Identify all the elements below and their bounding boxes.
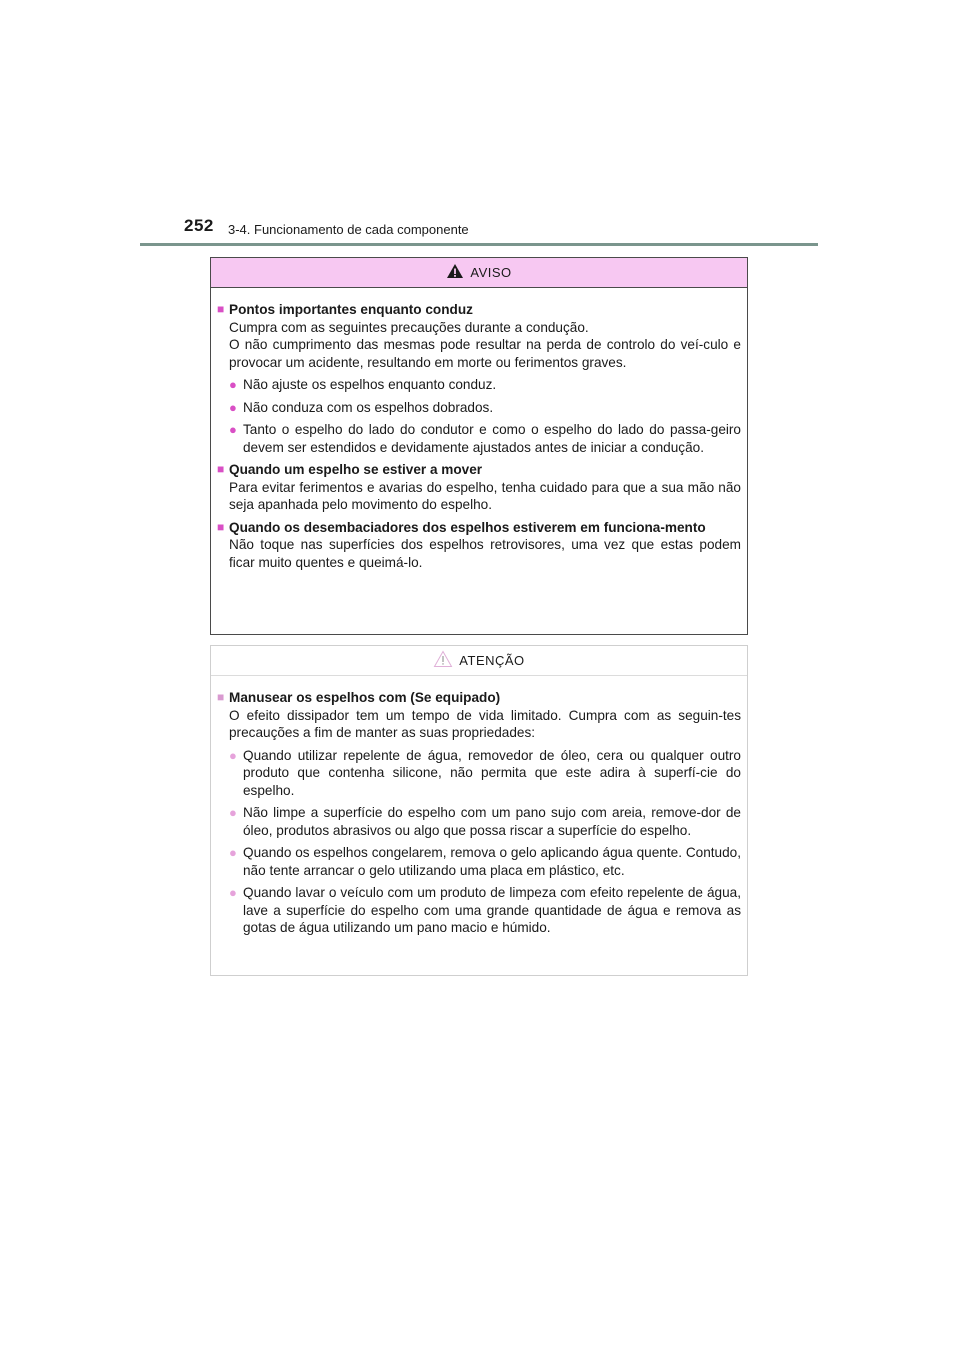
warning-subhead-2: ■ Quando um espelho se estiver a mover: [217, 462, 483, 477]
caution-triangle-outline-icon: [433, 650, 453, 668]
caution-subhead-1: ■ Manusear os espelhos com (Se equipado): [217, 690, 501, 705]
circle-bullet-icon: ●: [229, 885, 237, 900]
page-number: 252: [184, 216, 214, 235]
warning-text-3: Não toque nas superfícies dos espelhos retrovisores, uma vez que estas podem ficar muito quentes e queimá-lo.: [229, 537, 741, 570]
circle-bullet-icon: ●: [229, 747, 237, 763]
caution-text-1: O efeito dissipador tem um tempo de vida limitado. Cumpra com as seguin-tes precauções a fim de manter as suas propriedades:: [229, 707, 741, 740]
square-bullet-icon: ■: [217, 519, 225, 534]
square-bullet-icon: ■: [217, 462, 225, 476]
caution-box: [210, 645, 748, 976]
circle-bullet-icon: ●: [229, 805, 237, 820]
square-bullet-icon: ■: [217, 302, 225, 316]
list-item: ● Tanto o espelho do lado do condutor e como o espelho do lado do passa-geiro devem ser estendidos e devidamente ajustados antes de iniciar a condução.: [229, 422, 741, 455]
square-bullet-icon: ■: [217, 690, 225, 704]
header-rule: [140, 243, 818, 246]
list-item: ● Quando lavar o veículo com um produto de limpeza com efeito repelente de água, lave a superfície do espelho com uma grande quantidade de água e remova as gotas de água utilizando um pano macio e húmido.: [229, 885, 741, 935]
section-title: 3-4. Funcionamento de cada componente: [228, 222, 469, 237]
warning-text-1a: Cumpra com as seguintes precauções durante a condução.: [229, 319, 589, 335]
warning-text-1b: O não cumprimento das mesmas pode resultar na perda de controlo do veí-culo e provocar um acidente, resultando em morte ou ferimentos graves.: [229, 337, 741, 370]
circle-bullet-icon: ●: [229, 399, 237, 415]
warning-header: [211, 258, 747, 288]
circle-bullet-icon: ●: [229, 377, 237, 392]
warning-text-2: Para evitar ferimentos e avarias do espelho, tenha cuidado para que a sua mão não seja apanhada pelo movimento do espelho.: [229, 479, 741, 512]
list-item: ● Quando os espelhos congelarem, remova o gelo aplicando água quente. Contudo, não tente arrancar o gelo utilizando uma placa em plástico, etc.: [229, 845, 741, 878]
circle-bullet-icon: ●: [229, 845, 237, 860]
list-item: ● Não conduza com os espelhos dobrados.: [229, 399, 494, 415]
warning-box: [210, 257, 748, 635]
list-item: ● Quando utilizar repelente de água, removedor de óleo, cera ou qualquer outro produto que contenha silicone, não permita que este adira à superfí-cie do espelho.: [229, 747, 741, 798]
warning-title: AVISO: [470, 265, 512, 280]
list-item: ● Não limpe a superfície do espelho com um pano sujo com areia, remove-dor de óleo, produtos abrasivos ou algo que possa riscar a superfície do espelho.: [229, 805, 741, 838]
list-item: ● Não ajuste os espelhos enquanto conduz.: [229, 377, 497, 392]
warning-subhead-3: ■ Quando os desembaciadores dos espelhos estiverem em funciona-mento: [217, 519, 706, 535]
caution-title: ATENÇÃO: [459, 653, 525, 668]
caution-header: [211, 646, 747, 676]
circle-bullet-icon: ●: [229, 422, 237, 437]
warning-subhead-1: ■ Pontos importantes enquanto conduz: [217, 302, 473, 317]
warning-triangle-icon: [446, 263, 464, 279]
